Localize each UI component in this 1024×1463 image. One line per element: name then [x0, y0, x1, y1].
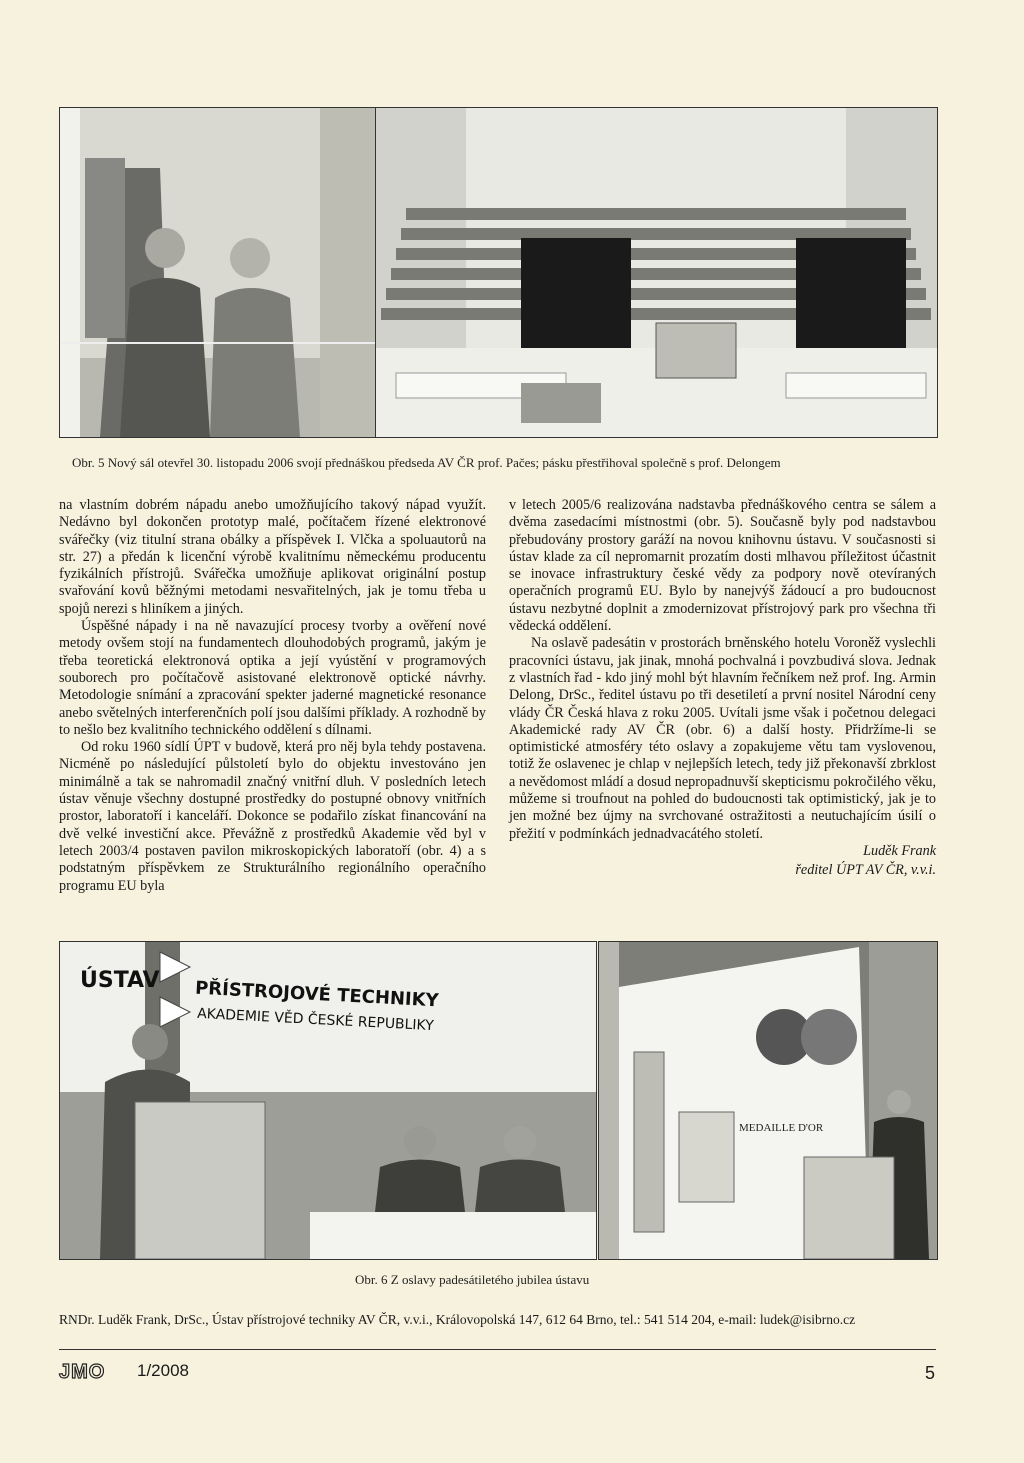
screen-text-medaille: MEDAILLE D'OR: [739, 1122, 824, 1134]
text-column-left: [59, 497, 486, 895]
banner-text-ustav: ÚSTAV: [80, 968, 160, 993]
paragraph: Na oslavě padesátin v prostorách brněnského hotelu Voroněž vyslechli pracovníci ústavu, jak jinak, mnohá pochvalná i povzbudivá slova. Jednak z vlastních řad - kdo jiný mohl být hlavním řečníkem než prof. Ing. Armin Delong, DrSc., ředitel ústavu po tři desetiletí a první nositel Národní ceny vlády ČR Česká hlava z roku 2005. Uvítali jsme však i početnou delegaci Akademické rady AV ČR (obr. 6) a další hosty. Přidržíme-li se optimistické atmosféry této oslavy a zopakujeme větu tam vyslovenou, totiž že oslavenec je chlap v nejlepších letech, tedy již překonavší zbrklost a nevědomost mládí a dosud nepropadnuvší skepticismu pokročilého věku, můžeme si troufnout na pohled do budoucnosti tak optimistický, jak je to jen možné bez újmy na svrchované ostražitosti a neutuchajícím úsilí o přežití v podmínkách jednadvacátého století.: [509, 635, 936, 842]
signature-title: ředitel ÚPT AV ČR, v.v.i.: [795, 862, 936, 879]
footer-divider: [59, 1349, 936, 1350]
banner-text-akademie: AKADEMIE VĚD ČESKÉ REPUBLIKY: [196, 1005, 435, 1035]
author-affiliation: RNDr. Luděk Frank, DrSc., Ústav přístrojové techniky AV ČR, v.v.i., Královopolská 147, 612 64 Brno, tel.: 541 514 204, e-mail: ludek@isibrno.cz: [59, 1312, 856, 1327]
signature-name: Luděk Frank: [863, 842, 936, 859]
figure6-photo-podium: [59, 941, 597, 1260]
journal-logo: JMO: [59, 1361, 106, 1383]
paragraph: na vlastním dobrém nápadu anebo umožňujícího takový nápad využít. Nedávno byl dokončen prototyp malé, počítačem řízené elektronové svářečky (viz titulní strana obálky a příspěvek I. Vlčka a spoluautorů na str. 27) a předán k licenční výrobě kvalitnímu německému producentu fyzikálních přístrojů. Svářečka umožňuje aplikovat originální postup svařování kovů běžnými metodami nesvařitelných, jak je tomu třeba u spojů nerezi s hliníkem a jiných.: [59, 497, 486, 617]
issue-number: 1/2008: [137, 1361, 189, 1380]
paragraph: Úspěšné nápady i na ně navazující procesy tvorby a ověření nové metody ovšem stojí na fundamentech dlouhodobých programů, jakým je třeba teoretická elektronová optika a její vyústění v programových souborech pro počítačově asistované elektronově optické návrhy. Metodologie snímání a zpracování spekter jaderné magnetické resonance anebo světelných interferenčních polí jsou dalšími příklady. A rozhodně by to nešlo bez kvalitního technického oddělení s dílnami.: [59, 618, 486, 738]
figure5-photo-lecture-hall: [375, 107, 938, 438]
figure6-caption: Obr. 6 Z oslavy padesátiletého jubilea ústavu: [355, 1272, 590, 1287]
paragraph: v letech 2005/6 realizována nadstavba přednáškového centra se sálem a dvěma zasedacími místnostmi (obr. 5). Současně byly pod nadstavbou přebudovány prostory garáží na novou knihovnu ústavu. V současnosti si ústav klade za cíl nepromarnit prozatím dosti mlhavou příležitost účastnit se inovace infrastruktury české vědy za podpory nově otevíraných operačních programů EU. Bylo by nanejvýš žádoucí a pro budoucnost ústavu nezbytné doplnit a zmodernizovat přístrojový park pro všechna tři vědecká oddělení.: [509, 497, 936, 635]
banner-text-pristrojove: PŘÍSTROJOVÉ TECHNIKY: [194, 977, 440, 1012]
page-number: 5: [924, 1363, 935, 1383]
figure6-photo-projection: [598, 941, 938, 1260]
figure5-caption: Obr. 5 Nový sál otevřel 30. listopadu 2006 svojí přednáškou předseda AV ČR prof. Pačes; pásku přestřihoval společně s prof. Delongem: [72, 455, 781, 470]
text-column-right: [509, 497, 936, 880]
figure5-photo-ribbon-cutting: [59, 107, 376, 438]
paragraph: Od roku 1960 sídlí ÚPT v budově, která pro něj byla tehdy postavena. Nicméně po následující půlstoletí bylo do objektu investováno jen minimálně a tak se nahromadil značný vnitřní dluh. V posledních letech ústav věnuje všechny dostupné prostředky do postupné obnovy vnitřních prostor, laboratoří i kanceláří. Dokonce se podařilo získat financování na dvě velké investiční akce. Převážně z prostředků Akademie věd byl v letech 2003/4 postaven pavilon mikroskopických laboratoří (obr. 4) a s podstatným příspěvkem ze Strukturálního regionálního operačního programu EU byla: [59, 739, 486, 894]
